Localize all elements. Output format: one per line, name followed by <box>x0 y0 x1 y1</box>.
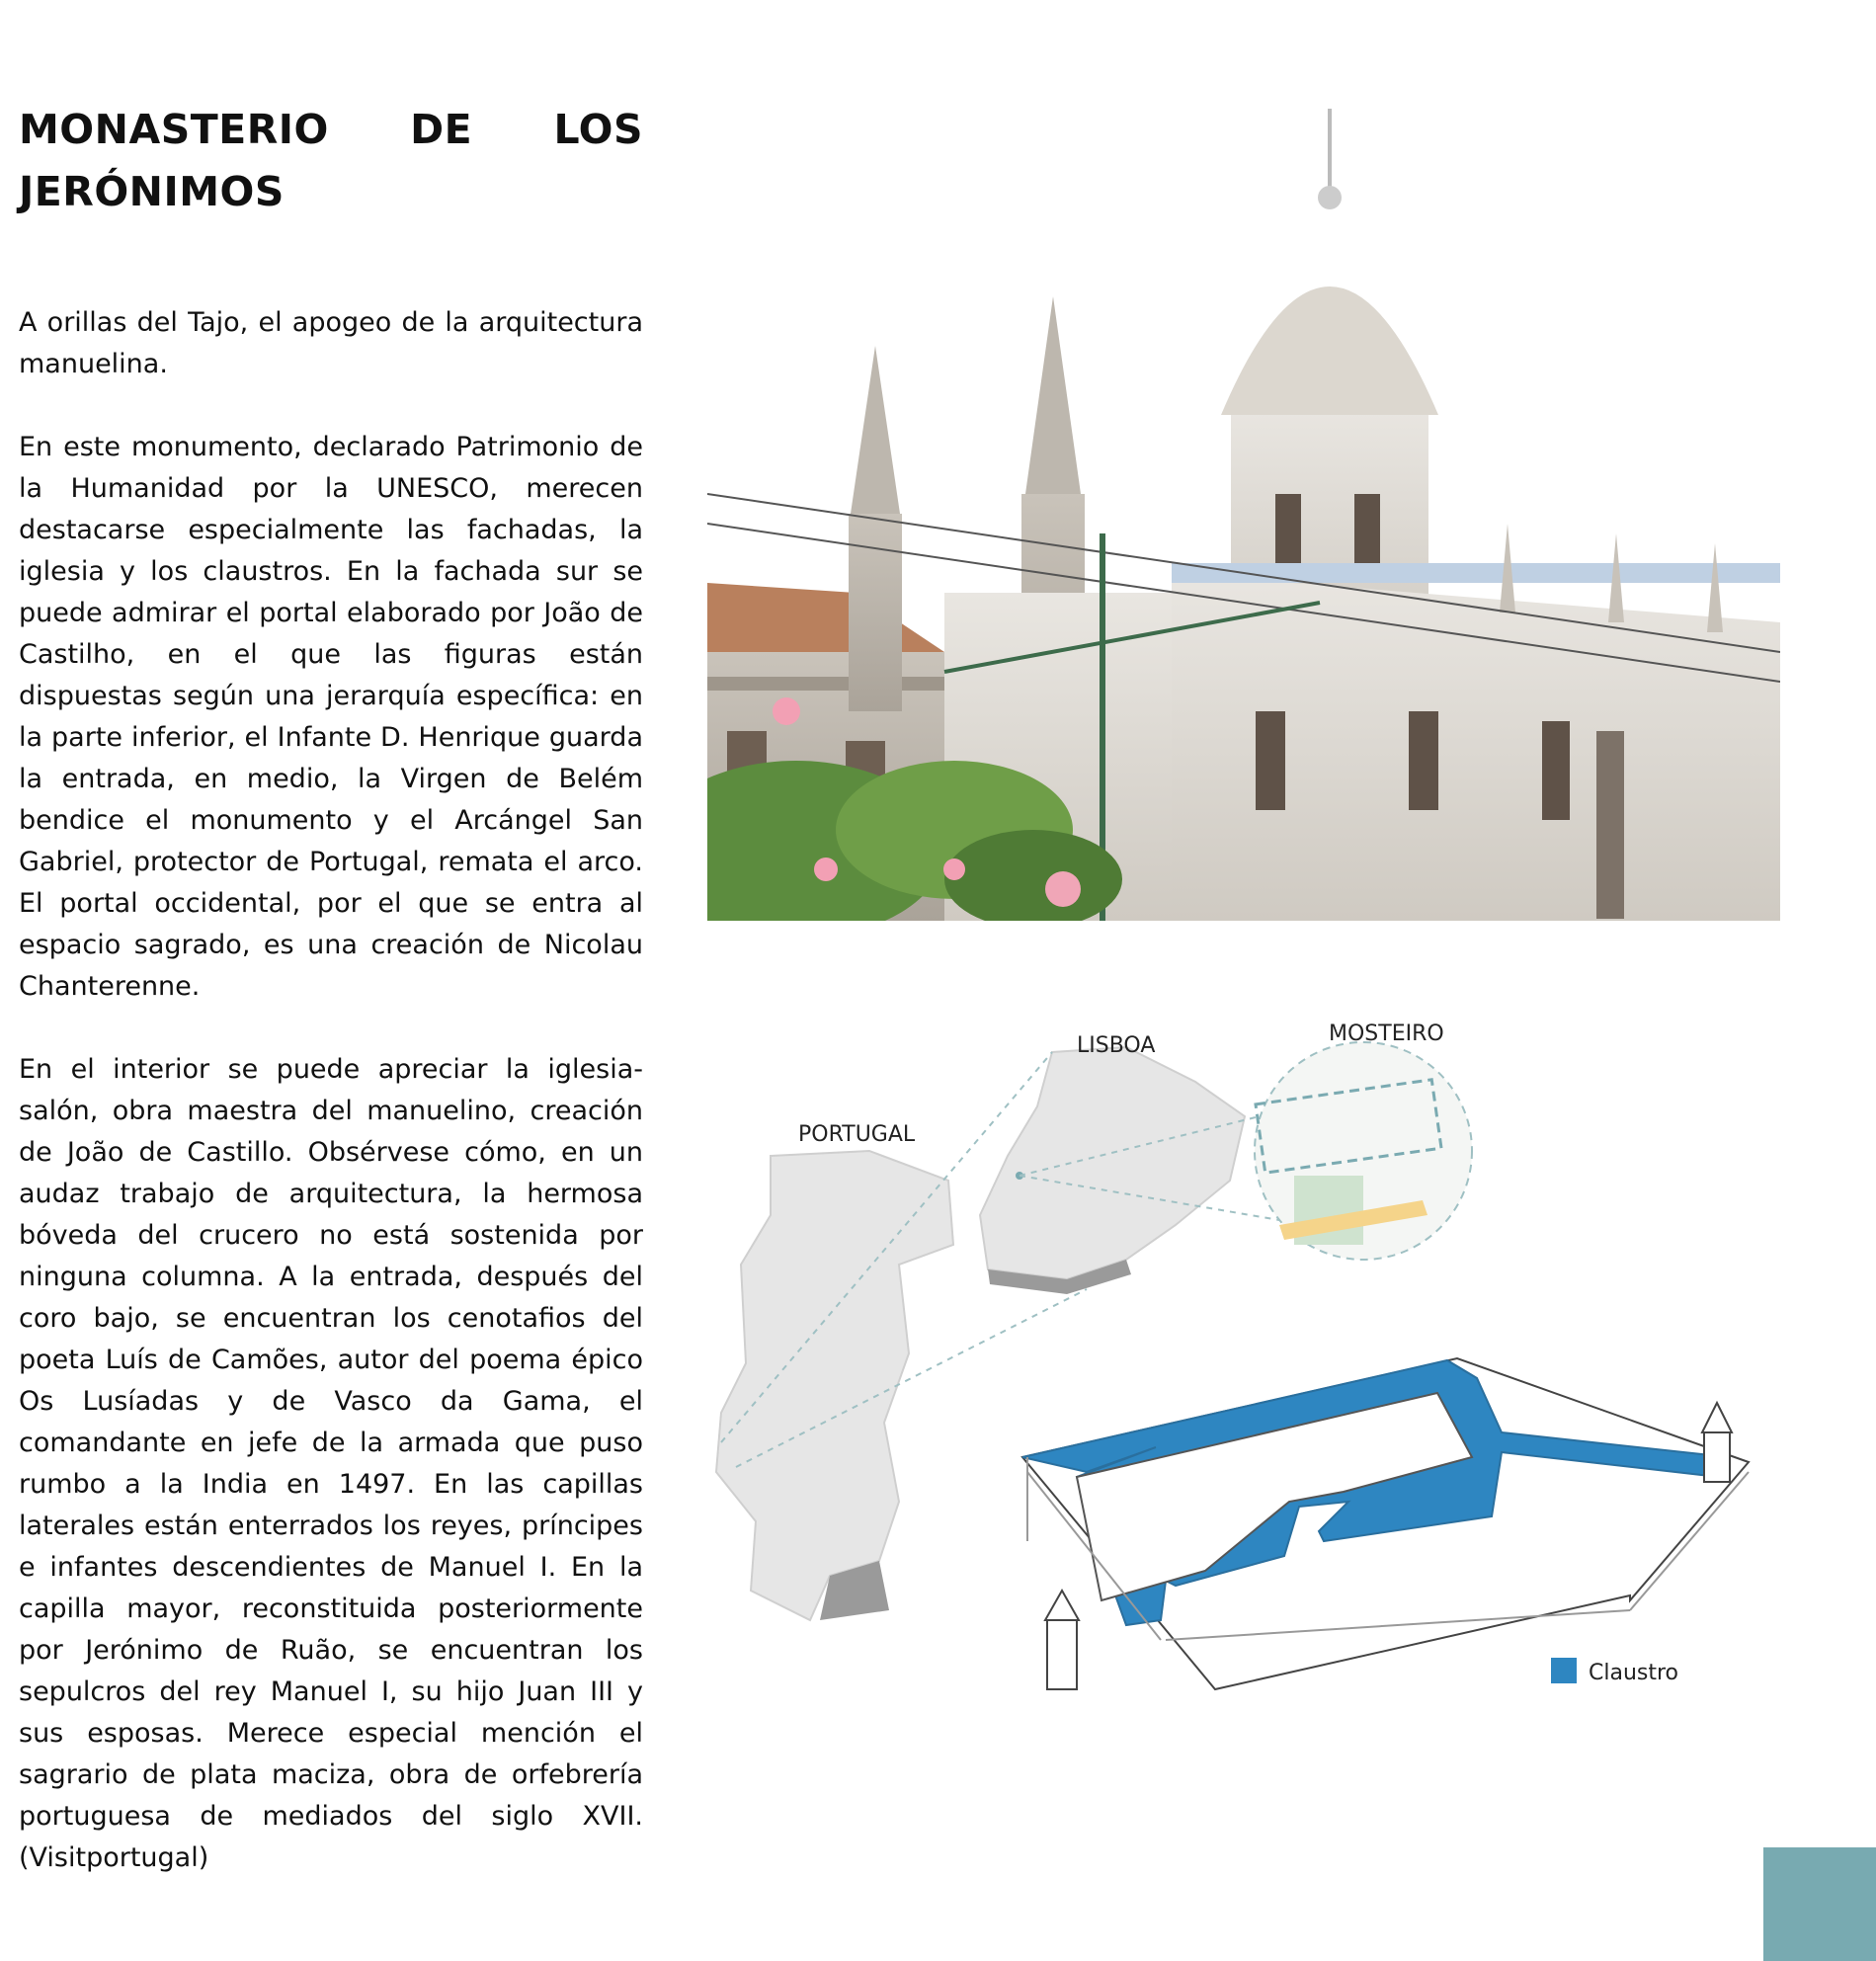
title-line-1 <box>19 99 643 161</box>
title-word: MONASTERIO <box>19 106 329 153</box>
portugal-map-shape <box>716 1151 953 1620</box>
title-word: LOS <box>553 106 643 153</box>
page-title <box>19 99 643 223</box>
label-portugal: PORTUGAL <box>798 1122 916 1147</box>
body-paragraph-1: En este monumento, declarado Patrimonio de la Humanidad por la UNESCO, merecen destacarse especialmente las fachadas, la iglesia y los claustros. En la fachada sur se puede admirar el portal elaborado por João de Castilho, en el que las figuras están dispuestas según una jerarquía específica: en la parte inferior, el Infante D. Henrique guarda la entrada, en medio, la Virgen de Belém bendice el monumento y el Arcángel San Gabriel, protector de Portugal, remata el arco. El portal occidental, por el que se entra al espacio sagrado, es una creación de Nicolau Chanterenne. <box>19 432 643 1002</box>
title-line-2: JERÓNIMOS <box>19 168 285 215</box>
text-column <box>19 99 643 1879</box>
cloister-diagram <box>1022 1358 1749 1689</box>
legend-swatch <box>1551 1658 1577 1683</box>
corner-accent-square <box>1763 1847 1876 1961</box>
intro-paragraph: A orillas del Tajo, el apogeo de la arquitectura manuelina. <box>19 307 643 379</box>
lisboa-region-shape <box>980 1047 1245 1279</box>
label-lisboa: LISBOA <box>1077 1033 1156 1058</box>
monastery-photo <box>707 99 1780 921</box>
location-map-diagram <box>711 1008 1798 1788</box>
legend-label: Claustro <box>1589 1661 1679 1685</box>
label-mosteiro: MOSTEIRO <box>1329 1021 1444 1046</box>
title-word: DE <box>410 106 473 153</box>
body-paragraph-2: En el interior se puede apreciar la iglesia-salón, obra maestra del manuelino, creación de João de Castillo. Obsérvese cómo, en un audaz trabajo de arquitectura, la hermosa bóveda del crucero no está sostenida por ninguna columna. A la entrada, después del coro bajo, se encuentran los cenotafios del poeta Luís de Camões, autor del poema épico Os Lusíadas y de Vasco da Gama, el comandante en jefe de la armada que puso rumbo a la India en 1497. En las capillas laterales están enterrados los reyes, príncipes e infantes descendientes de Manuel I. En la capilla mayor, reconstituida posteriormente por Jerónimo de Ruão, se encuentran los sepulcros del rey Manuel I, su hijo Juan III y sus esposas. Merece especial mención el sagrario de plata maciza, obra de orfebrería portuguesa de mediados del siglo XVII. (Visitportugal) <box>19 1054 643 1873</box>
